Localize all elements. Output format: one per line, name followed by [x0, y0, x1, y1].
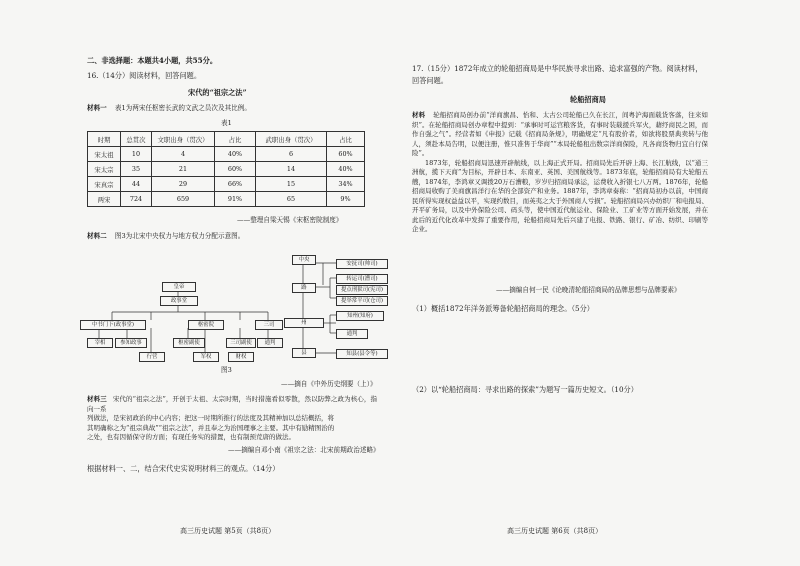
diagram-tiju: 提举常平司(仓司) [336, 296, 388, 306]
table-cell: 40% [215, 147, 256, 162]
material3-line: 其明确称之为“祖宗典故”“祖宗之法”，并且奉之为治国理事之主要。其中有励精图治的 [87, 423, 335, 432]
material2-label: 材料二 [87, 232, 107, 240]
table-cell: 65 [256, 192, 327, 207]
diagram-anfu: 安抚司(帅司) [336, 259, 388, 269]
table-cell: 35 [121, 162, 152, 177]
table-header-cell: 占比 [215, 132, 256, 147]
q16-title: 宋代的“祖宗之法” [188, 88, 247, 97]
diagram-junshi: 军权 [193, 352, 219, 362]
diagram-zhizhou: 知州(知府) [336, 311, 384, 321]
table-header-cell: 时期 [88, 132, 121, 147]
q17-source: ——摘编自何一民《论晚清轮船招商局的品牌思想与品牌要素》 [496, 286, 681, 294]
material1-text: 表1为两宋任枢密长武的文武之员次及其比例。 [114, 104, 251, 112]
q17-stem-line2: 回答问题。 [412, 76, 448, 85]
diagram-zhuanyun: 转运司(漕司) [336, 274, 388, 284]
diagram-tongpan-small: 通判 [257, 338, 283, 348]
table-header-cell: 总贯次 [121, 132, 152, 147]
diagram-zhengshi: 政事堂 [160, 296, 198, 306]
q17-stem-line1: 17.（15分）1872年成立的轮船招商局是中华民族寻求出路、追求富强的产物。阅读材料， [412, 64, 703, 73]
diagram-shumifu: 枢密副使 [173, 338, 205, 348]
material3-line: 之处，也有因循保守的方面；有现任务实的措置，也有制预荒唐的做法。 [87, 433, 295, 441]
table-cell: 724 [121, 192, 152, 207]
left-footer: 高三历史试题 第5页（共8页） [180, 527, 276, 535]
q17-material [412, 111, 708, 235]
table-cell: 两宋 [88, 192, 121, 207]
table-cell: 宋太宗 [88, 162, 121, 177]
material3-line: 列做法，是宋初政治的中心内容；把这一时期所推行的法度及其精神加以总结概括，将 [87, 414, 334, 422]
table-cell: 60% [327, 147, 365, 162]
table-cell: 14 [256, 162, 327, 177]
right-page [400, 0, 800, 566]
diagram-source: ——摘自《中外历史纲要（上）》 [281, 380, 377, 388]
table-cell: 29 [152, 177, 215, 192]
table-cell: 66% [215, 177, 256, 192]
table-cell: 6 [256, 147, 327, 162]
diagram-zhixian: 知县(县令等) [336, 349, 388, 359]
material2-text: 图3为北宋中央权力与地方权力分配示意图。 [114, 232, 245, 240]
table-cell: 10 [121, 147, 152, 162]
table-header-cell: 文职出身（贯次） [152, 132, 215, 147]
diagram-lu: 路 [292, 283, 316, 293]
diagram-canzhi: 参知政事 [115, 338, 147, 348]
q16-stem: 16.（14分）阅读材料，回答问题。 [87, 71, 202, 80]
q16-question: 根据材料一、二，结合宋代史实说明材料三的观点。（14分） [87, 464, 280, 473]
table-caption: 表1 [221, 119, 232, 127]
diagram-caizheng: 财权 [228, 352, 254, 362]
table-cell: 9% [327, 192, 365, 207]
table-cell: 659 [152, 192, 215, 207]
table-cell: 21 [152, 162, 215, 177]
right-footer: 高三历史试题 第6页（共8页） [507, 527, 603, 535]
material3 [87, 395, 377, 443]
table-cell: 宋真宗 [88, 177, 121, 192]
table-cell: 40% [327, 162, 365, 177]
diagram-xingying: 行营 [139, 352, 165, 362]
table-source: ——整理自梁天锡《宋枢密院制度》 [237, 216, 343, 224]
q17-material-label: 材料 [412, 111, 426, 119]
material3-source: ——摘编自邓小南《祖宗之法：北宋前期政治述略》 [228, 446, 380, 454]
diagram-emperor: 皇帝 [162, 282, 196, 292]
diagram-sansi: 三司 [255, 320, 283, 330]
diagram-tongpan: 通判 [336, 329, 368, 339]
q17-paragraph-2: 1873年，轮船招商局迅速开辟航线，以上海正式开局。招商局先后开辟上海、长江航线，以“通三洲航，揽下天商”为目标，开辟日本、东南亚、英国、美国航线等。1873年底，轮船招商局有大轮船五艘，1874年，李鸿章又调拨20万石漕粮，岁岁归招商局承运，运费收入折银七八万两。1876年，轮船招商局收购了美商旗昌洋行在华的全部资产和业务。1887年，李鸿章奏称：“招商局初办以前，中国商民所得实现权益益以平，实现约数目，而英夷之大于外国商人亏损”。轮船招商局兴办纺织厂和电报局、开平矿务局，以及中外保险公司、码头等，使中国近代航运业、保险业、工矿业等方面开始发展，并在此后的近代化改革中发挥了重要作用，轮船招商局先后兴建了电报、铁路、银行、矿冶、纺织、印刷等企业。 [412, 158, 708, 233]
material3-label: 材料三 [87, 395, 107, 403]
diagram-sansifu: 三司副使 [226, 338, 256, 348]
table-cell: 60% [215, 162, 256, 177]
section-heading: 二、非选择题：本题共4小题，共55分。 [87, 56, 218, 65]
diagram-zaixiang: 宰相 [87, 338, 113, 348]
table-cell: 15 [256, 177, 327, 192]
diagram-zhongyang: 中央 [292, 255, 316, 265]
figure-label: 图3 [221, 366, 232, 374]
table-cell: 34% [327, 177, 365, 192]
diagram-tixing: 提点刑狱司(宪司) [336, 285, 388, 295]
table-cell: 4 [152, 147, 215, 162]
diagram-zhou: 州 [284, 318, 324, 328]
q17-paragraph-1: 轮船招商局创办前“洋商旗昌、怡和、太古公司轮船已久在长江，间粤沪海面载货客落，往来如织”。在轮船招商局创办章程中提到：“承事时可运官粮客货，有事时装载援兵军火，藉纾商民之困，而作自强之气”。经营者如《申报》记载《招商局条规》，明确规定“凡有股价者，如欲将股票典卖转与他人，须赴本局告明，以便注册，惟只准售于华商”“本局轮船租出数宗洋商保险，凡各商货物归宜自行保险”。 [412, 111, 709, 157]
q17-question-1: （1）概括1872年洋务派筹备轮船招商局的理念。（5分） [412, 304, 594, 313]
diagram-shumi: 枢密院 [188, 320, 224, 330]
table-cell: 91% [215, 192, 256, 207]
table-header-cell: 武职出身（贯次） [256, 132, 327, 147]
material1-label: 材料一 [87, 104, 107, 112]
q17-question-2: （2）以“轮船招商局：寻求出路的探索”为题写一篇历史短文。（10分） [412, 385, 638, 394]
diagram-zhongshu: 中书门下(政事堂) [80, 320, 146, 330]
q17-title: 轮船招商局 [570, 95, 606, 104]
diagram-xian: 县 [292, 348, 316, 358]
table-header-cell: 占比 [327, 132, 365, 147]
table-cell: 44 [121, 177, 152, 192]
table-cell: 宋太祖 [88, 147, 121, 162]
material3-line: 宋代的“祖宗之法”，开创于太祖、太宗时期，当时措施看似零散，然以防弊之政为核心，指向一系 [87, 395, 377, 413]
